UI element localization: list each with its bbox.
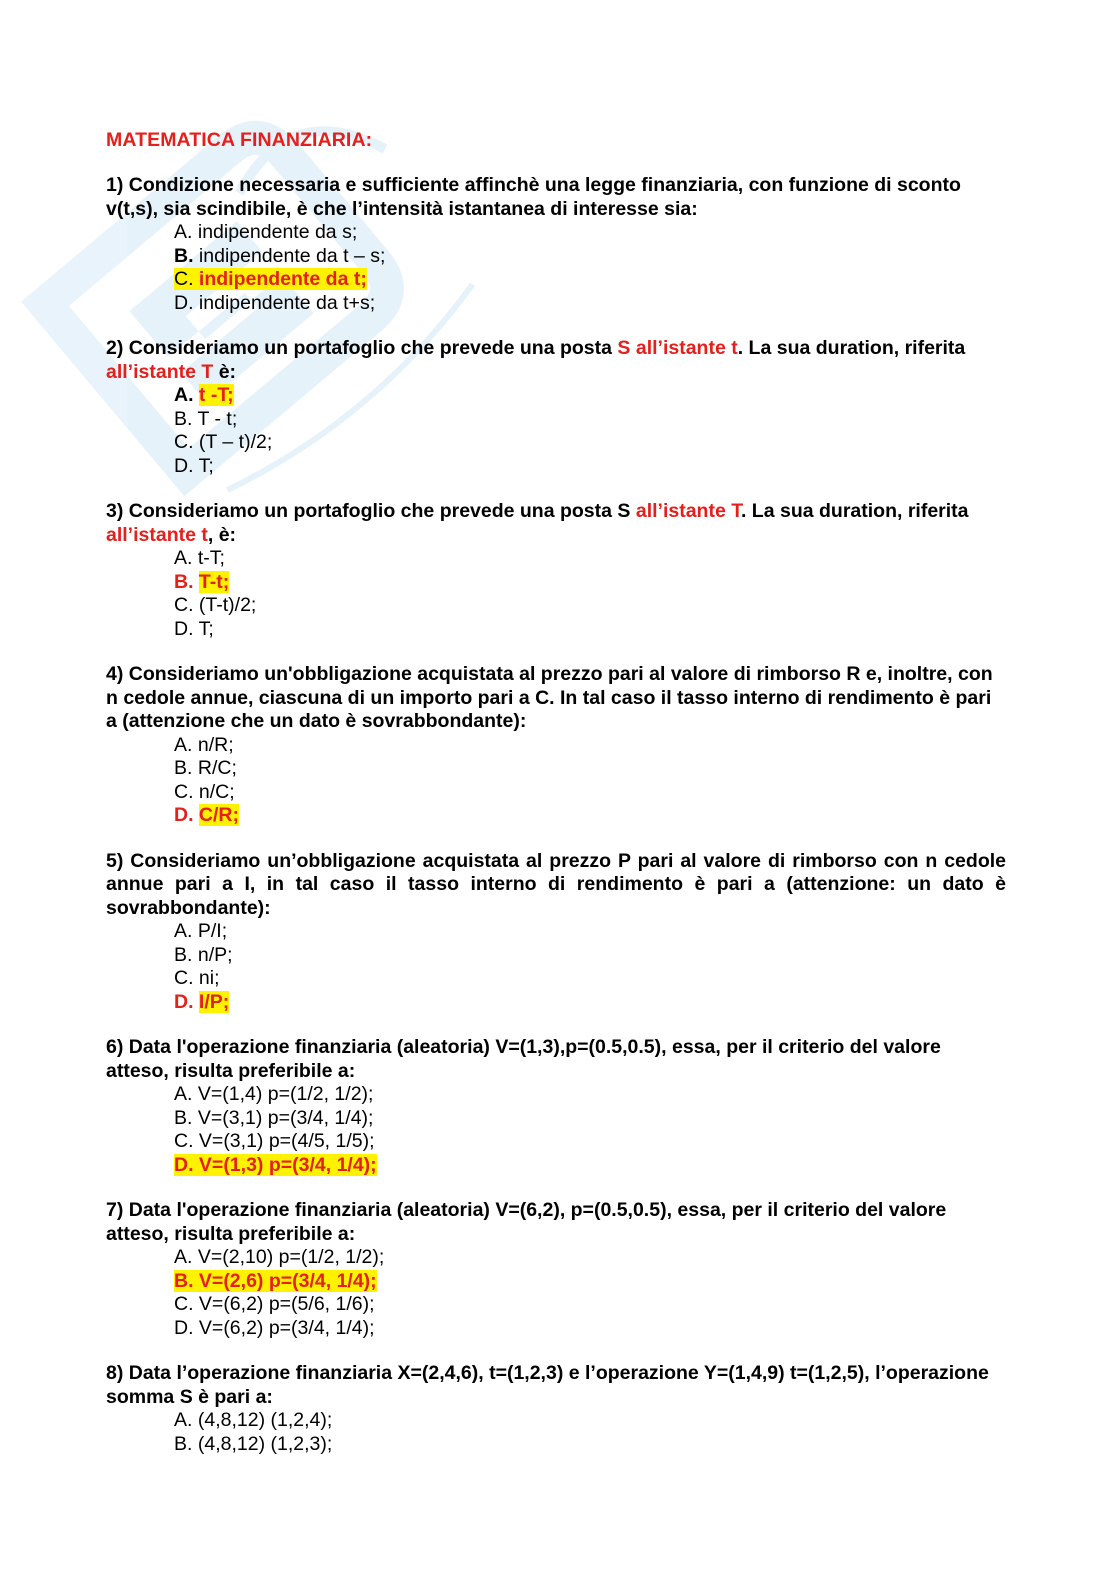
option-text: T - t; [197,407,238,430]
option-letter: B. [174,1106,193,1129]
option-letter: B. [174,244,194,267]
question-text [106,850,1006,921]
option-text: V=(6,2) p=(3/4, 1/4); [198,1316,375,1339]
answer-option-correct [174,268,1006,292]
option-letter: D. [174,990,194,1013]
question-text-part: 4) Consideriamo un'obbligazione acquistata al prezzo pari al valore di rimborso R e, inoltre, con n cedole annue, ciascuna di un importo pari a C. In tal caso il tasso interno di rendimento è pari a (attenzione che un dato è sovrabbondante): [106,663,993,732]
question-text-part: 7) Data l'operazione finanziaria (aleatoria) V=(6,2), p=(0.5,0.5), essa, per il criterio del valore atteso, risulta preferibile a: [106,1199,947,1245]
question-6 [106,1036,1006,1177]
option-text: V=(1,4) p=(1/2, 1/2); [197,1083,374,1105]
option-text: V=(2,6) p=(3/4, 1/4); [198,1269,377,1292]
option-text: I/P; [198,990,230,1013]
answer-option [174,734,1006,758]
question-text-part: , è: [207,523,237,546]
question-text [106,174,1006,221]
answer-option [174,408,1006,432]
question-text [106,500,1006,547]
question-list [106,174,1006,1456]
option-letter: C. [174,780,194,803]
answer-option [174,1433,1006,1457]
option-text: V=(6,2) p=(5/6, 1/6); [198,1293,375,1315]
answer-option [174,1083,1006,1107]
answer-option [174,757,1006,781]
option-letter: D. [174,1316,194,1339]
answer-options [106,384,1006,478]
answer-options [106,1083,1006,1177]
option-letter: D. [174,1153,194,1176]
answer-options [106,1246,1006,1340]
option-text: R/C; [197,757,237,779]
option-text: n/C; [198,780,235,803]
answer-option [174,781,1006,805]
option-text: ni; [198,967,220,989]
answer-option [174,547,1006,571]
option-letter: B. [174,1269,194,1292]
answer-option-correct [174,804,1006,828]
option-text: T-t; [198,570,230,593]
option-letter: C. [174,431,194,453]
option-letter: B. [174,407,193,430]
question-text-part: 6) Data l'operazione finanziaria (aleatoria) V=(1,3),p=(0.5,0.5), essa, per il criterio del valore atteso, risulta preferibile a: [106,1036,941,1082]
answer-option [174,944,1006,968]
answer-option [174,245,1006,269]
answer-option-correct [174,384,1006,408]
question-text-part: 2) Consideriamo un portafoglio che prevede una posta [106,337,618,359]
question-text-highlight: all’istante T [635,500,741,522]
answer-option [174,967,1006,991]
question-text-highlight: all’istante T [106,360,214,383]
answer-option-correct [174,1154,1006,1178]
answer-options [106,547,1006,641]
page-title: MATEMATICA FINANZIARIA: [106,129,373,151]
question-text-part: 5) Consideriamo un’obbligazione acquistata al prezzo P pari al valore di rimborso con n cedole annue pari a I, in tal caso il tasso interno di rendimento è pari a (attenzione: un dato è sovrabbondante): [106,849,1006,919]
question-text-part: . La sua duration, riferita [737,337,966,359]
answer-option-correct [174,1270,1006,1294]
option-letter: A. [174,920,193,942]
option-text: V=(1,3) p=(3/4, 1/4); [198,1153,377,1176]
option-letter: C. [174,967,194,989]
answer-option [174,920,1006,944]
answer-options [106,1409,1006,1456]
question-text [106,1036,1006,1083]
option-text: t-T; [197,547,225,569]
answer-options [106,920,1006,1014]
answer-option [174,1246,1006,1270]
answer-option [174,455,1006,479]
answer-option-correct [174,991,1006,1015]
question-1 [106,174,1006,315]
option-letter: A. [174,384,194,406]
option-text: indipendente da t+s; [198,291,376,314]
answer-option [174,221,1006,245]
option-letter: C. [174,268,194,290]
question-text-highlight: all’istante t [106,523,208,546]
option-letter: C. [174,1130,194,1152]
option-text: V=(3,1) p=(3/4, 1/4); [197,1106,374,1129]
question-text-highlight: S all’istante t [617,337,738,359]
option-letter: A. [174,221,193,243]
question-text [106,337,1006,384]
option-letter: C. [174,1293,194,1315]
question-text [106,1362,1006,1409]
option-text: (T – t)/2; [198,431,273,453]
option-text: T; [198,454,214,477]
answer-option [174,431,1006,455]
question-text-part: 3) Consideriamo un portafoglio che prevede una posta S [106,500,636,522]
option-text: (4,8,12) (1,2,3); [197,1432,333,1455]
option-text: n/R; [197,733,234,756]
option-text: (T-t)/2; [198,594,257,616]
answer-option [174,594,1006,618]
question-4 [106,663,1006,828]
answer-option [174,618,1006,642]
question-text-part: 1) Condizione necessaria e sufficiente affinchè una legge finanziaria, con funzione di sconto v(t,s), sia scindibile, è che l’intensità istantanea di interesse sia: [106,174,961,220]
option-text: T; [198,617,214,640]
question-7 [106,1199,1006,1340]
option-text: indipendente da t – s; [198,244,386,267]
option-letter: D. [174,804,194,826]
option-text: (4,8,12) (1,2,4); [197,1409,333,1431]
question-text [106,1199,1006,1246]
option-text: t -T; [198,384,234,406]
option-text: n/P; [197,943,233,966]
answer-option [174,1107,1006,1131]
question-2 [106,337,1006,478]
option-text: C/R; [198,804,239,826]
answer-option [174,1409,1006,1433]
question-8 [106,1362,1006,1456]
option-letter: D. [174,291,194,314]
question-5 [106,850,1006,1015]
answer-options [106,734,1006,828]
answer-option [174,1293,1006,1317]
option-letter: A. [174,1409,193,1431]
document-content [106,128,1006,1478]
option-text: V=(3,1) p=(4/5, 1/5); [198,1130,375,1152]
option-text: indipendente da s; [197,221,358,243]
option-letter: D. [174,454,194,477]
question-text-part: 8) Data l’operazione finanziaria X=(2,4,6), t=(1,2,3) e l’operazione Y=(1,4,9) t=(1,2,5), l’operazione somma S è pari a: [106,1362,989,1408]
option-text: P/I; [197,920,228,942]
question-text-part: è: [213,360,237,383]
option-letter: A. [174,547,193,569]
answer-options [106,221,1006,315]
option-letter: B. [174,757,193,779]
option-letter: B. [174,943,193,966]
option-letter: B. [174,570,194,593]
question-text-part: . La sua duration, riferita [740,500,969,522]
answer-option-correct [174,571,1006,595]
question-3 [106,500,1006,641]
option-letter: A. [174,733,193,756]
answer-option [174,1317,1006,1341]
option-text: V=(2,10) p=(1/2, 1/2); [197,1246,385,1268]
option-letter: C. [174,594,194,616]
option-letter: A. [174,1083,193,1105]
answer-option [174,1130,1006,1154]
option-text: indipendente da t; [198,268,367,290]
option-letter: B. [174,1432,193,1455]
answer-option [174,292,1006,316]
option-letter: A. [174,1246,193,1268]
option-letter: D. [174,617,194,640]
question-text [106,663,1006,734]
